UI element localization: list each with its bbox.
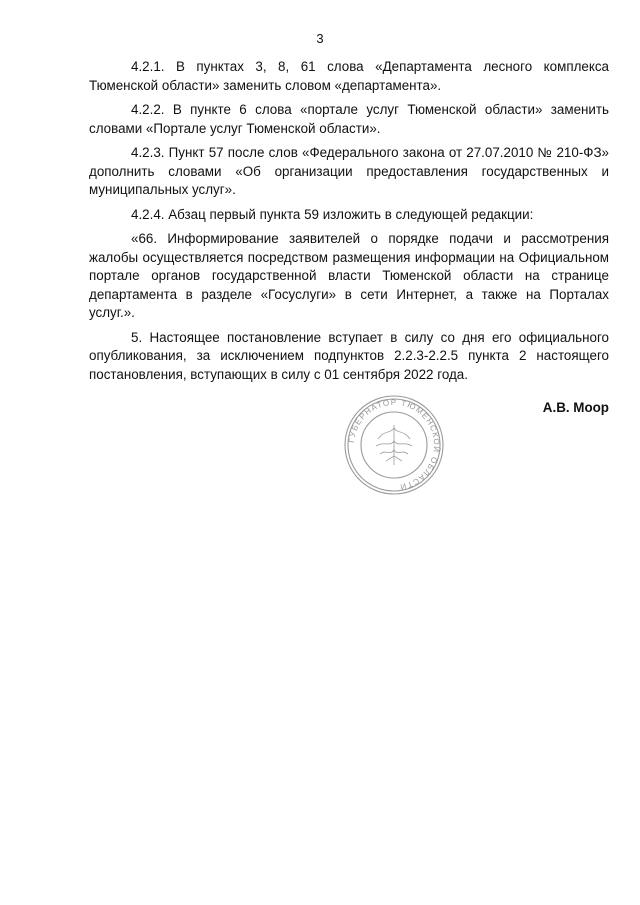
- paragraph-66-quote: «66. Информирование заявителей о порядке подачи и рассмотрения жалобы осуществляется посредством размещения информации на Официальном портале органов государственной власти Тюменской области на странице департамента в разделе «Госуслуги» в сети Интернет, а также на Порталах услуг.».: [89, 231, 609, 320]
- signer-name: А.В. Моор: [542, 400, 609, 415]
- paragraph-5: 5. Настоящее постановление вступает в силу со дня его официального опубликования, за исключением подпунктов 2.2.3-2.2.5 пункта 2 настоящего постановления, вступающих в силу с 01 сентября 2022 года.: [89, 329, 609, 382]
- seal-emblem-icon: [376, 425, 412, 465]
- paragraph-4-2-1: 4.2.1. В пунктах 3, 8, 61 слова «Департамента лесного комплекса Тюменской области» заменить словом «департамента».: [89, 59, 609, 93]
- seal-ring-text: ГУБЕРНАТОР ТЮМЕНСКОЙ ОБЛАСТИ: [347, 397, 442, 492]
- paragraph-4-2-2: 4.2.2. В пункте 6 слова «портале услуг Тюменской области» заменить словами «Портале услуг Тюменской области».: [89, 102, 609, 136]
- page-number: 3: [316, 31, 324, 46]
- paragraph-4-2-3: 4.2.3. Пункт 57 после слов «Федерального закона от 27.07.2010 № 210-ФЗ» дополнить словами «Об организации предоставления государственных и муниципальных услуг».: [89, 145, 609, 197]
- paragraph-4-2-4: 4.2.4. Абзац первый пункта 59 изложить в следующей редакции:: [131, 206, 534, 222]
- official-seal: [340, 394, 448, 496]
- document-body: [89, 58, 609, 390]
